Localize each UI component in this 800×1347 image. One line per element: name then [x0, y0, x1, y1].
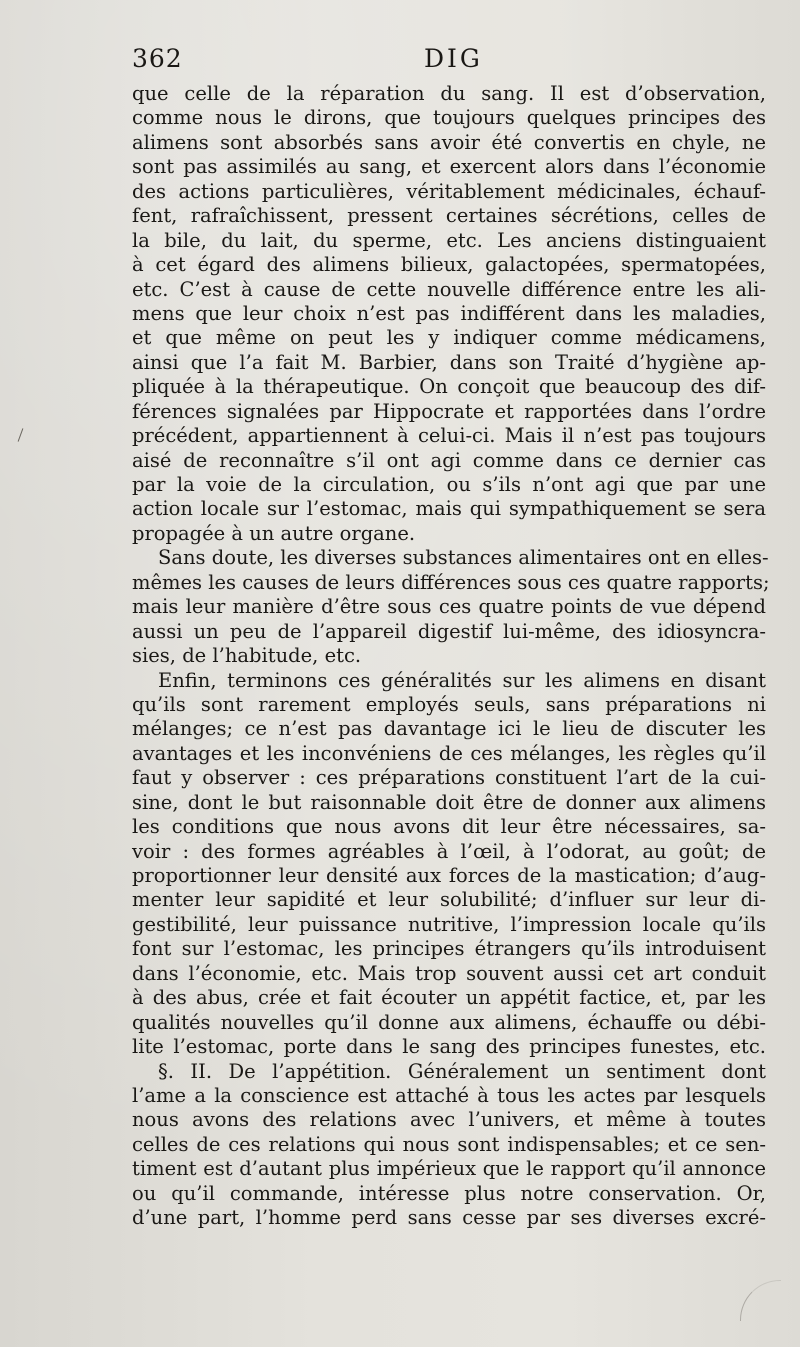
- margin-pencil-mark: [18, 428, 24, 441]
- text-line: sont pas assimilés au sang, et exercent alors dans l’économie: [132, 155, 766, 179]
- text-line: férences signalées par Hippocrate et rapportées dans l’ordre: [132, 399, 766, 423]
- text-line: qualités nouvelles qu’il donne aux alimens, échauffe ou débi-: [132, 1010, 766, 1034]
- text-line: lite l’estomac, porte dans le sang des principes funestes, etc.: [132, 1035, 766, 1059]
- text-line: que celle de la réparation du sang. Il est d’observation,: [132, 82, 766, 105]
- text-line: comme nous le dirons, que toujours quelques principes des: [132, 106, 766, 130]
- page-corner-curl: [740, 1280, 781, 1321]
- section-heading-line: §. II. De l’appétition. Généralement un sentiment dont: [158, 1059, 766, 1083]
- text-line: sies, de l’habitude, etc.: [132, 644, 362, 668]
- text-line: faut y observer : ces préparations constituent l’art de la cui-: [132, 766, 766, 790]
- text-line: la bile, du lait, du sperme, etc. Les anciens distinguaient: [132, 228, 766, 252]
- text-line: mélanges; ce n’est pas davantage ici le lieu de discuter les: [132, 717, 766, 741]
- text-line: d’une part, l’homme perd sans cesse par ses diverses excré-: [132, 1206, 766, 1230]
- text-line: avantages et les inconvéniens de ces mélanges, les règles qu’il: [132, 741, 766, 765]
- text-line: des actions particulières, véritablement médicinales, échauf-: [132, 179, 766, 203]
- text-line: à des abus, crée et fait écouter un appétit factice, et, par les: [132, 986, 766, 1010]
- text-line: mêmes les causes de leurs différences sous ces quatre rapports;: [132, 570, 770, 594]
- text-line: etc. C’est à cause de cette nouvelle différence entre les ali-: [132, 277, 766, 301]
- text-line: font sur l’estomac, les principes étrangers qu’ils introduisent: [132, 937, 766, 961]
- text-line: les conditions que nous avons dit leur être nécessaires, sa-: [132, 815, 766, 839]
- text-line: aussi un peu de l’appareil digestif lui-même, des idiosyncra-: [132, 619, 766, 643]
- text-line: mais leur manière d’être sous ces quatre points de vue dépend: [132, 595, 766, 619]
- text-line: proportionner leur densité aux forces de la mastication; d’aug-: [132, 864, 766, 887]
- paragraph-start-line: Sans doute, les diverses substances alimentaires ont en elles-: [158, 546, 769, 570]
- text-line: ou qu’il commande, intéresse plus notre conservation. Or,: [132, 1181, 766, 1205]
- page-header: [132, 44, 772, 84]
- paragraph-start-line: Enfin, terminons ces généralités sur les alimens en disant: [158, 668, 766, 692]
- text-line: et que même on peut les y indiquer comme médicamens,: [132, 326, 766, 350]
- body-text: [132, 82, 770, 1231]
- text-line: menter leur sapidité et leur solubilité; d’influer sur leur di-: [132, 888, 766, 912]
- text-line: propagée à un autre organe.: [132, 521, 416, 545]
- text-line: alimens sont absorbés sans avoir été convertis en chyle, ne: [132, 130, 766, 154]
- text-line: fent, rafraîchissent, pressent certaines sécrétions, celles de: [132, 204, 766, 228]
- page-number: 362: [132, 44, 183, 73]
- text-line: timent est d’autant plus impérieux que le rapport qu’il annonce: [132, 1157, 766, 1181]
- text-line: qu’ils sont rarement employés seuls, sans préparations ni: [132, 692, 766, 716]
- text-line: nous avons des relations avec l’univers, et même à toutes: [132, 1108, 766, 1132]
- text-line: gestibilité, leur puissance nutritive, l’impression locale qu’ils: [132, 912, 766, 936]
- text-line: dans l’économie, etc. Mais trop souvent aussi cet art conduit: [132, 961, 766, 985]
- text-line: par la voie de la circulation, ou s’ils n’ont agi que par une: [132, 473, 766, 496]
- text-line: à cet égard des alimens bilieux, galactopées, spermatopées,: [132, 253, 766, 277]
- text-line: ainsi que l’a fait M. Barbier, dans son Traité d’hygiène ap-: [132, 350, 766, 374]
- text-line: pliquée à la thérapeutique. On conçoit que beaucoup des dif-: [132, 375, 766, 399]
- text-line: aisé de reconnaître s’il ont agi comme dans ce dernier cas: [132, 448, 766, 472]
- text-line: voir : des formes agréables à l’œil, à l’odorat, au goût; de: [132, 839, 766, 863]
- running-head: DIG: [424, 44, 483, 73]
- text-line: action locale sur l’estomac, mais qui sympathiquement se sera: [132, 497, 766, 521]
- text-line: mens que leur choix n’est pas indifférent dans les maladies,: [132, 301, 766, 325]
- text-line: précédent, appartiennent à celui-ci. Mais il n’est pas toujours: [132, 424, 766, 448]
- text-line: sine, dont le but raisonnable doit être de donner aux alimens: [132, 790, 766, 814]
- text-line: celles de ces relations qui nous sont indispensables; et ce sen-: [132, 1132, 766, 1156]
- text-line: l’ame a la conscience est attaché à tous les actes par lesquels: [132, 1083, 766, 1107]
